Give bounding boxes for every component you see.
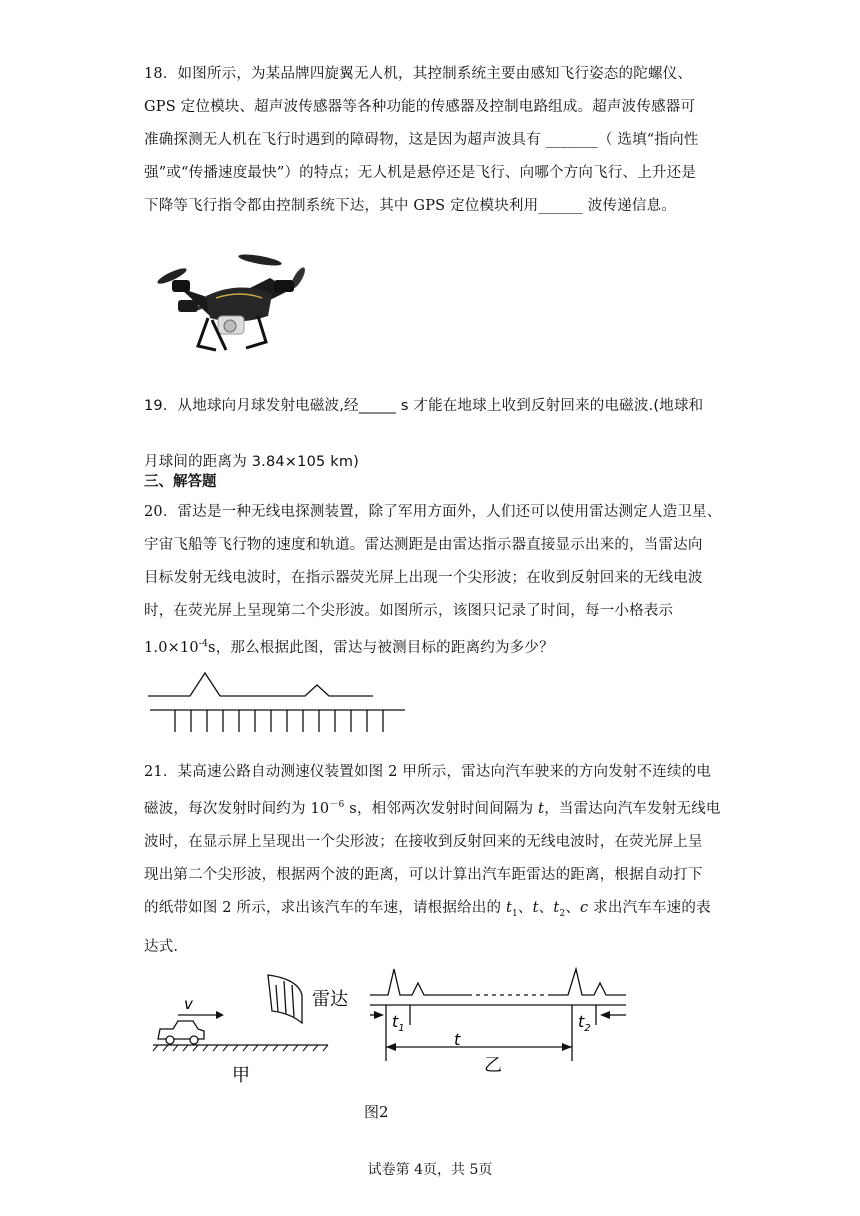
tape-top-trace: [370, 969, 468, 995]
q20-line-5: [144, 628, 724, 665]
q21-line-4: 现出第二个尖形波，根据两个波的距离，可以计算出汽车距雷达的距离，根据自动打下: [144, 866, 703, 883]
q21-line-5-post: 求出汽车车速的表: [588, 899, 711, 916]
q21-line-2-pre: 磁波，每次发射时间约为 10: [144, 800, 330, 817]
q21-sep-3: 、: [565, 899, 581, 916]
q21-t1-symbol: t: [505, 899, 512, 916]
q20-line-5-post: s，那么根据此图，雷达与被测目标的距离约为多少？: [208, 639, 554, 656]
q21-c-symbol: c: [580, 899, 589, 916]
pulse-trace: [148, 673, 373, 696]
q18-line-4: 强”或“传播速度最快”）的特点；无人机是悬停还是飞行、向哪个方向飞行、上升还是: [144, 165, 697, 181]
q19-line-1: 19．从地球向月球发射电磁波,经_____ s 才能在地球上收到反射回来的电磁波.(地球和: [144, 398, 704, 414]
page-footer: 试卷第 4页，共 5页: [367, 1162, 493, 1178]
question-18: [144, 58, 724, 223]
q21-line-2-mid: s，相邻两次发射时间间隔为: [344, 800, 539, 817]
radar-label: 雷达: [312, 989, 348, 1010]
section-heading: 三、解答题: [144, 473, 217, 490]
q21-line-1: 21．某高速公路自动测速仪装置如图 2 甲所示，雷达向汽车驶来的方向发射不连续的电: [144, 764, 712, 780]
q20-line-4: 时，在荧光屏上呈现第二个尖形波。如图所示，该图只记录了时间，每一小格表示: [144, 603, 674, 619]
drone-image: [150, 250, 310, 360]
q21-t2-symbol: t: [553, 899, 560, 916]
t2-label: $t_2$: [578, 1012, 591, 1034]
question-21: [144, 756, 724, 964]
q20-line-1: 20．雷达是一种无线电探测装置，除了军用方面外，人们还可以使用雷达测定人造卫星、: [144, 504, 722, 520]
q21-exponent: －6: [329, 800, 345, 810]
radar-dish-icon: [268, 975, 302, 1023]
tick-marks: [175, 710, 383, 732]
radar-trace-figure: [145, 668, 410, 738]
figure-2: [148, 965, 648, 1085]
q21-line-5: [144, 892, 724, 931]
q21-sep-2: 、: [538, 899, 554, 916]
velocity-label: v: [184, 995, 193, 1013]
t-label: t: [454, 1030, 461, 1049]
q21-line-3: 波时，在显示屏上呈现出一个尖形波；在接收到反射回来的无线电波时，在荧光屏上呈: [144, 833, 703, 850]
car-icon: [158, 1021, 204, 1044]
ground-hatching: [153, 1045, 328, 1051]
q18-line-5: 下降等飞行指令都由控制系统下达，其中 GPS 定位模块利用______ 波传递信息。: [144, 198, 676, 214]
jia-label: 甲: [232, 1065, 250, 1085]
q20-line-5-pre: 1.0×10: [144, 639, 199, 656]
yi-label: 乙: [484, 1055, 502, 1076]
figure-2-caption: 图2: [364, 1103, 389, 1121]
t1-label: $t_1$: [392, 1012, 405, 1034]
question-19: [144, 378, 724, 490]
q21-sep-1: 、: [517, 899, 533, 916]
q21-line-2-post: ，当雷达向汽车发射无线电: [544, 800, 721, 817]
q21-line-5-pre: 的纸带如图 2 所示，求出该汽车的车速，请根据给出的: [144, 899, 506, 916]
q21-line-2: [144, 789, 724, 826]
q18-line-1: 18．如图所示，为某品牌四旋翼无人机，其控制系统主要由感知飞行姿态的陀螺仪、: [144, 66, 693, 82]
q21-line-6: 达式.: [144, 938, 179, 955]
question-20: [144, 496, 724, 665]
q21-t-symbol: t: [538, 800, 545, 817]
q20-line-3: 目标发射无线电波时，在指示器荧光屏上出现一个尖形波；在收到反射回来的无线电波: [144, 570, 703, 586]
q18-line-3: 准确探测无人机在飞行时遇到的障碍物，这是因为超声波具有 _______（ 选填“指向性: [144, 132, 699, 148]
q21-t2-sub: 2: [559, 908, 566, 919]
q18-line-2: GPS 定位模块、超声波传感器等各种功能的传感器及控制电路组成。超声波传感器可: [144, 99, 696, 115]
q21-t1-sub: 1: [511, 908, 518, 919]
q20-line-2: 宇宙飞船等飞行物的速度和轨道。雷达测距是由雷达指示器直接显示出来的，当雷达向: [144, 537, 703, 553]
q20-exponent: -4: [198, 639, 209, 649]
q19-line-2: 月球间的距离为 3.84×105 km): [144, 454, 360, 470]
q21-t-symbol-2: t: [532, 899, 539, 916]
